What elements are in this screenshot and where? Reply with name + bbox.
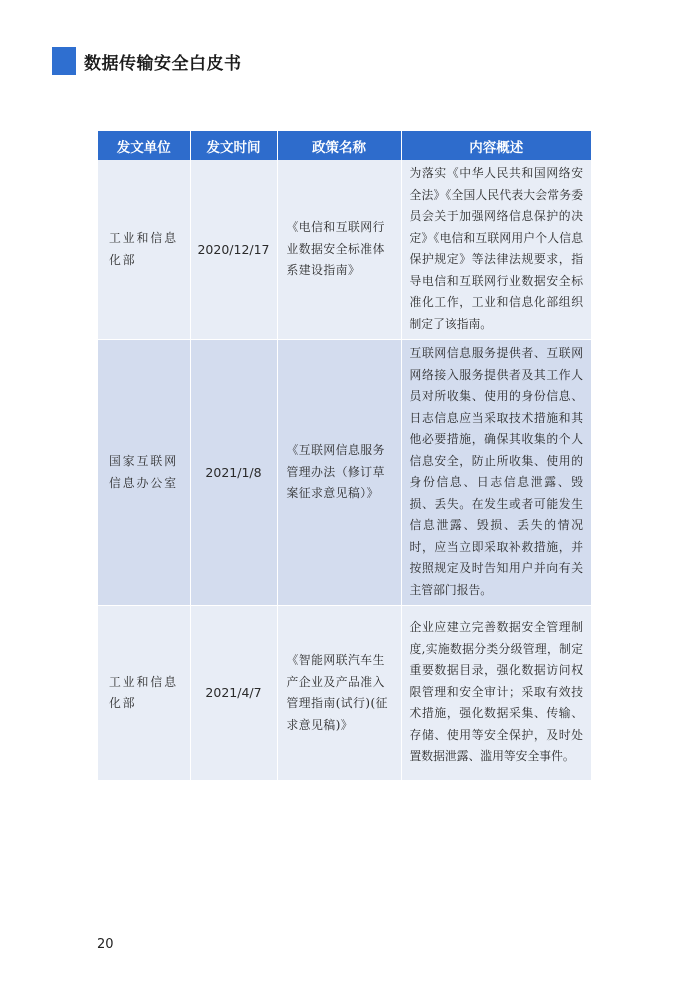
issue-date-cell: 2021/1/8 <box>190 340 277 606</box>
policy-name-cell: 《电信和互联网行业数据安全标准体系建设指南》 <box>277 160 401 340</box>
summary-cell: 企业应建立完善数据安全管理制度,实施数据分类分级管理，制定重要数据目录，强化数据访问权限管理和安全审计；采取有效技术措施，强化数据采集、传输、存储、使用等安全保护，及时处置数据泄露、滥用等安全事件。 <box>401 606 591 781</box>
policy-name-cell: 《智能网联汽车生产企业及产品准入管理指南(试行)(征求意见稿)》 <box>277 606 401 781</box>
table-row <box>98 606 591 781</box>
policy-name-cell: 《互联网信息服务管理办法（修订草案征求意见稿）》 <box>277 340 401 606</box>
table-row <box>98 340 591 606</box>
summary-cell: 互联网信息服务提供者、互联网网络接入服务提供者及其工作人员对所收集、使用的身份信息、日志信息应当采取技术措施和其他必要措施，确保其收集的个人信息安全，防止所收集、使用的身份信息、日志信息泄露、毁损、丢失。在发生或者可能发生信息泄露、毁损、丢失的情况时，应当立即采取补救措施，并按照规定及时告知用户并向有关主管部门报告。 <box>401 340 591 606</box>
table-row <box>98 160 591 340</box>
issuing-unit-cell: 工业和信息化部 <box>98 606 190 781</box>
summary-cell: 为落实《中华人民共和国网络安全法》《全国人民代表大会常务委员会关于加强网络信息保护的决定》《电信和互联网用户个人信息保护规定》等法律法规要求，指导电信和互联网行业数据安全标准化工作，工业和信息化部组织制定了该指南。 <box>401 160 591 340</box>
column-header-summary: 内容概述 <box>401 131 591 160</box>
column-header-date: 发文时间 <box>190 131 277 160</box>
header-accent-bar <box>52 47 76 75</box>
policy-table <box>98 131 591 781</box>
issuing-unit-cell: 国家互联网信息办公室 <box>98 340 190 606</box>
issue-date-cell: 2020/12/17 <box>190 160 277 340</box>
page-number: 20 <box>97 937 114 952</box>
column-header-name: 政策名称 <box>277 131 401 160</box>
document-title: 数据传输安全白皮书 <box>84 53 242 74</box>
issue-date-cell: 2021/4/7 <box>190 606 277 781</box>
column-header-unit: 发文单位 <box>98 131 190 160</box>
table-header-row <box>98 131 591 160</box>
page-header <box>52 47 242 75</box>
issuing-unit-cell: 工业和信息化部 <box>98 160 190 340</box>
